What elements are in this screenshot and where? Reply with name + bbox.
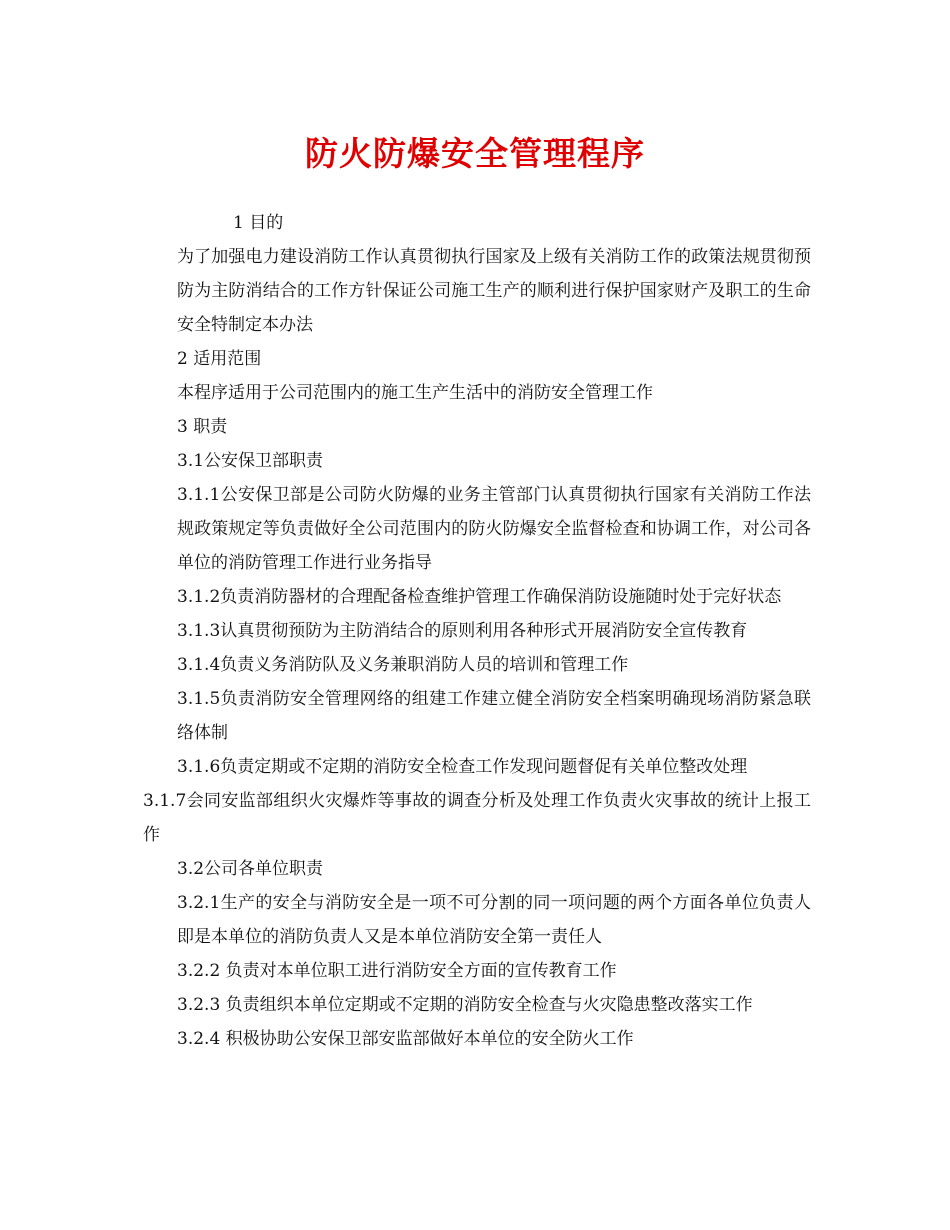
section-heading-purpose: 1 目的 (233, 213, 284, 233)
clause-3-2-1: 3.2.1生产的安全与消防安全是一项不可分割的同一项问题的两个方面各单位负责人即是本单位的消防负责人又是本单位消防安全第一责任人 (177, 893, 811, 947)
section-heading-scope: 2 适用范围 (177, 349, 262, 369)
clause-3-2-2: 3.2.2 负责对本单位职工进行消防安全方面的宣传教育工作 (177, 961, 617, 981)
paragraph-purpose: 为了加强电力建设消防工作认真贯彻执行国家及上级有关消防工作的政策法规贯彻预防为主防消结合的工作方针保证公司施工生产的顺利进行保护国家财产及职工的生命安全特制定本办法 (177, 247, 811, 335)
clause-3-2-4: 3.2.4 积极协助公安保卫部安监部做好本单位的安全防火工作 (177, 1029, 634, 1049)
subsection-heading-3-2: 3.2公司各单位职责 (177, 859, 324, 879)
clause-3-1-1: 3.1.1公安保卫部是公司防火防爆的业务主管部门认真贯彻执行国家有关消防工作法规政策规定等负责做好全公司范围内的防火防爆安全监督检查和协调工作，对公司各单位的消防管理工作进行业务指导 (177, 485, 811, 573)
clause-3-2-3: 3.2.3 负责组织本单位定期或不定期的消防安全检查与火灾隐患整改落实工作 (177, 995, 753, 1015)
clause-3-1-7: 3.1.7会同安监部组织火灾爆炸等事故的调查分析及处理工作负责火灾事故的统计上报工作 (143, 791, 811, 845)
clause-3-1-3: 3.1.3认真贯彻预防为主防消结合的原则利用各种形式开展消防安全宣传教育 (177, 621, 748, 641)
paragraph-scope: 本程序适用于公司范围内的施工生产生活中的消防安全管理工作 (177, 383, 653, 403)
clause-3-1-2: 3.1.2负责消防器材的合理配备检查维护管理工作确保消防设施随时处于完好状态 (177, 587, 782, 607)
subsection-heading-3-1: 3.1公安保卫部职责 (177, 451, 324, 471)
clause-3-1-4: 3.1.4负责义务消防队及义务兼职消防人员的培训和管理工作 (177, 655, 629, 675)
document-title: 防火防爆安全管理程序 (305, 134, 645, 173)
section-heading-duties: 3 职责 (177, 417, 228, 437)
clause-3-1-6: 3.1.6负责定期或不定期的消防安全检查工作发现问题督促有关单位整改处理 (177, 757, 748, 777)
clause-3-1-5: 3.1.5负责消防安全管理网络的组建工作建立健全消防安全档案明确现场消防紧急联络体制 (177, 689, 811, 743)
document-body (143, 206, 811, 1056)
